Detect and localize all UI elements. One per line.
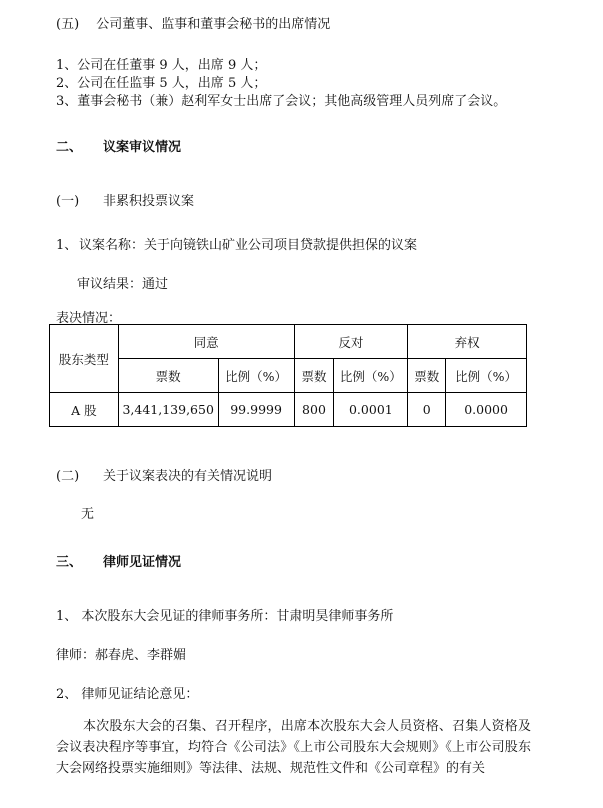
- cell-abstain-votes: 0: [408, 393, 446, 427]
- section-2-number: 二、: [56, 140, 83, 155]
- lawyers-line: 律师：郝春虎、李群媚: [56, 648, 187, 663]
- attendance-line-secretary: 3、董事会秘书（兼）赵利军女士出席了会议；其他高级管理人员列席了会议。: [56, 94, 507, 109]
- subsection-2-title: 关于议案表决的有关情况说明: [103, 469, 273, 484]
- subheader-agree-votes: 票数: [118, 359, 218, 393]
- conclusion-heading: 2、 律师见证结论意见：: [56, 687, 199, 702]
- header-shareholder-type: 股东类型: [50, 325, 119, 393]
- cell-abstain-ratio: 0.0000: [446, 393, 527, 427]
- attendance-heading: (五) 公司董事、监事和董事会秘书的出席情况: [56, 17, 331, 32]
- header-agree: 同意: [118, 325, 294, 359]
- section-3-title: 律师见证情况: [103, 555, 182, 570]
- cell-agree-ratio: 99.9999: [218, 393, 294, 427]
- section-3-number: 三、: [56, 555, 83, 570]
- cell-agree-votes: 3,441,139,650: [118, 393, 218, 427]
- section-2-title: 议案审议情况: [103, 140, 182, 155]
- subsection-2-content: 无: [81, 507, 95, 522]
- conclusion-paragraph: 本次股东大会的召集、召开程序，出席本次股东大会人员资格、召集人资格及会议表决程序等事宜，均符合《公司法》《上市公司股东大会规则》《上市公司股东大会网络投票实施细则》等法律、法规、规范性文件和《公司章程》的有关: [56, 719, 531, 776]
- subheader-oppose-votes: 票数: [294, 359, 334, 393]
- attendance-line-supervisors: 2、公司在任监事 5 人，出席 5 人；: [56, 76, 267, 91]
- header-oppose: 反对: [294, 325, 408, 359]
- cell-oppose-votes: 800: [294, 393, 334, 427]
- cell-share-type: A 股: [50, 393, 119, 427]
- law-firm-line: 1、 本次股东大会见证的律师事务所：甘肃明昊律师事务所: [56, 609, 394, 624]
- vote-caption: 表决情况：: [56, 311, 122, 326]
- header-abstain: 弃权: [408, 325, 527, 359]
- motion-result: 审议结果：通过: [77, 277, 169, 292]
- table-row: [50, 393, 527, 427]
- cell-oppose-ratio: 0.0001: [334, 393, 408, 427]
- motion-number: 1、: [56, 238, 78, 253]
- attendance-line-directors: 1、公司在任董事 9 人，出席 9 人；: [56, 58, 267, 73]
- subheader-agree-ratio: 比例（%）: [218, 359, 294, 393]
- vote-table: [49, 324, 527, 427]
- subheader-abstain-votes: 票数: [408, 359, 446, 393]
- subheader-abstain-ratio: 比例（%）: [446, 359, 527, 393]
- subsection-1-title: 非累积投票议案: [103, 194, 195, 209]
- subsection-1-number: (一): [56, 194, 80, 209]
- subsection-2-number: (二): [56, 469, 80, 484]
- subheader-oppose-ratio: 比例（%）: [334, 359, 408, 393]
- motion-name: 议案名称：关于向镜铁山矿业公司项目贷款提供担保的议案: [79, 238, 418, 253]
